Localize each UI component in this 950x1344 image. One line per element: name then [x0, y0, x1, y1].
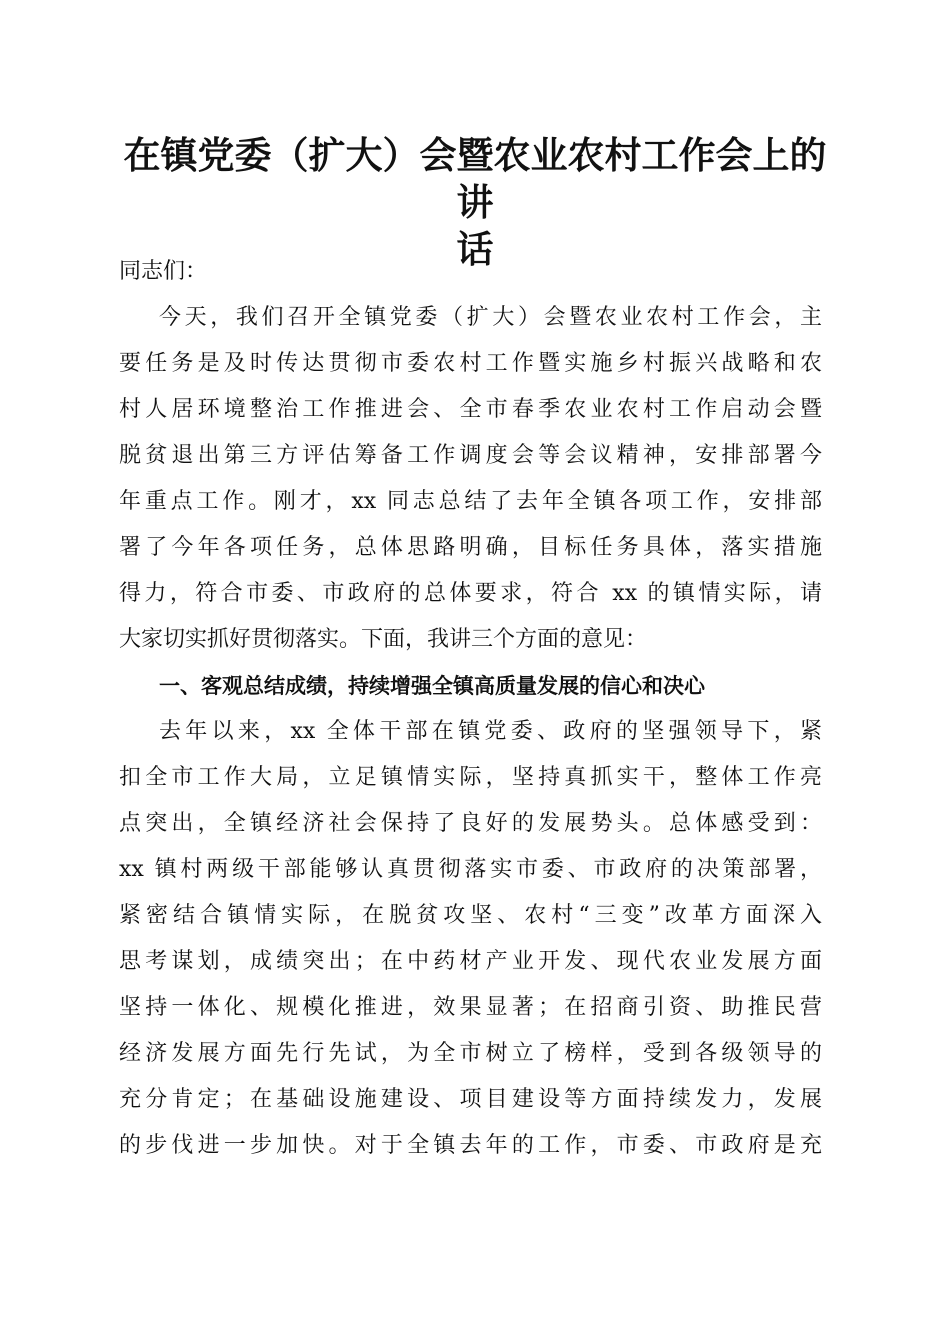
paragraph-line: 紧密结合镇情实际，在脱贫攻坚、农村“三变”改革方面深入	[119, 903, 822, 928]
title-line: 在镇党委（扩大）会暨农业农村工作会上的讲	[123, 134, 827, 224]
paragraph-intro	[119, 295, 822, 663]
paragraph-line: 的步伐进一步加快。对于全镇去年的工作，市委、市政府是充	[119, 1133, 822, 1158]
paragraph-line: 充分肯定；在基础设施建设、项目建设等方面持续发力，发展	[119, 1087, 822, 1112]
paragraph-line: 去年以来，xx 全体干部在镇党委、政府的坚强领导下，紧	[159, 719, 822, 744]
paragraph-line: 点突出，全镇经济社会保持了良好的发展势头。总体感受到：	[119, 811, 822, 836]
paragraph-line: 署了今年各项任务，总体思路明确，目标任务具体，落实措施	[119, 535, 822, 560]
paragraph-line: 得力，符合市委、市政府的总体要求，符合 xx 的镇情实际，请	[119, 581, 822, 606]
paragraph-achievements	[119, 709, 822, 1169]
section-heading: 一、客观总结成绩，持续增强全镇高质量发展的信心和决心	[159, 674, 705, 698]
paragraph-line: 扣全市工作大局，立足镇情实际，坚持真抓实干，整体工作亮	[119, 765, 822, 790]
paragraph-line: 思考谋划，成绩突出；在中药材产业开发、现代农业发展方面	[119, 949, 822, 974]
title-line: 话	[456, 228, 494, 271]
paragraph-line: xx 镇村两级干部能够认真贯彻落实市委、市政府的决策部署，	[119, 857, 822, 882]
paragraph-line: 脱贫退出第三方评估筹备工作调度会等会议精神，安排部署今	[119, 443, 822, 468]
paragraph-line: 大家切实抓好贯彻落实。下面，我讲三个方面的意见：	[119, 627, 648, 652]
paragraph-line: 坚持一体化、规模化推进，效果显著；在招商引资、助推民营	[119, 995, 822, 1020]
paragraph-line: 经济发展方面先行先试，为全市树立了榜样，受到各级领导的	[119, 1041, 822, 1066]
salutation: 同志们：	[119, 259, 208, 284]
paragraph-line: 今天，我们召开全镇党委（扩大）会暨农业农村工作会，主	[159, 305, 822, 330]
paragraph-line: 村人居环境整治工作推进会、全市春季农业农村工作启动会暨	[119, 397, 822, 422]
paragraph-line: 要任务是及时传达贯彻市委农村工作暨实施乡村振兴战略和农	[119, 351, 822, 376]
document-body	[119, 249, 822, 1169]
paragraph-line: 年重点工作。刚才，xx 同志总结了去年全镇各项工作，安排部	[119, 489, 822, 514]
